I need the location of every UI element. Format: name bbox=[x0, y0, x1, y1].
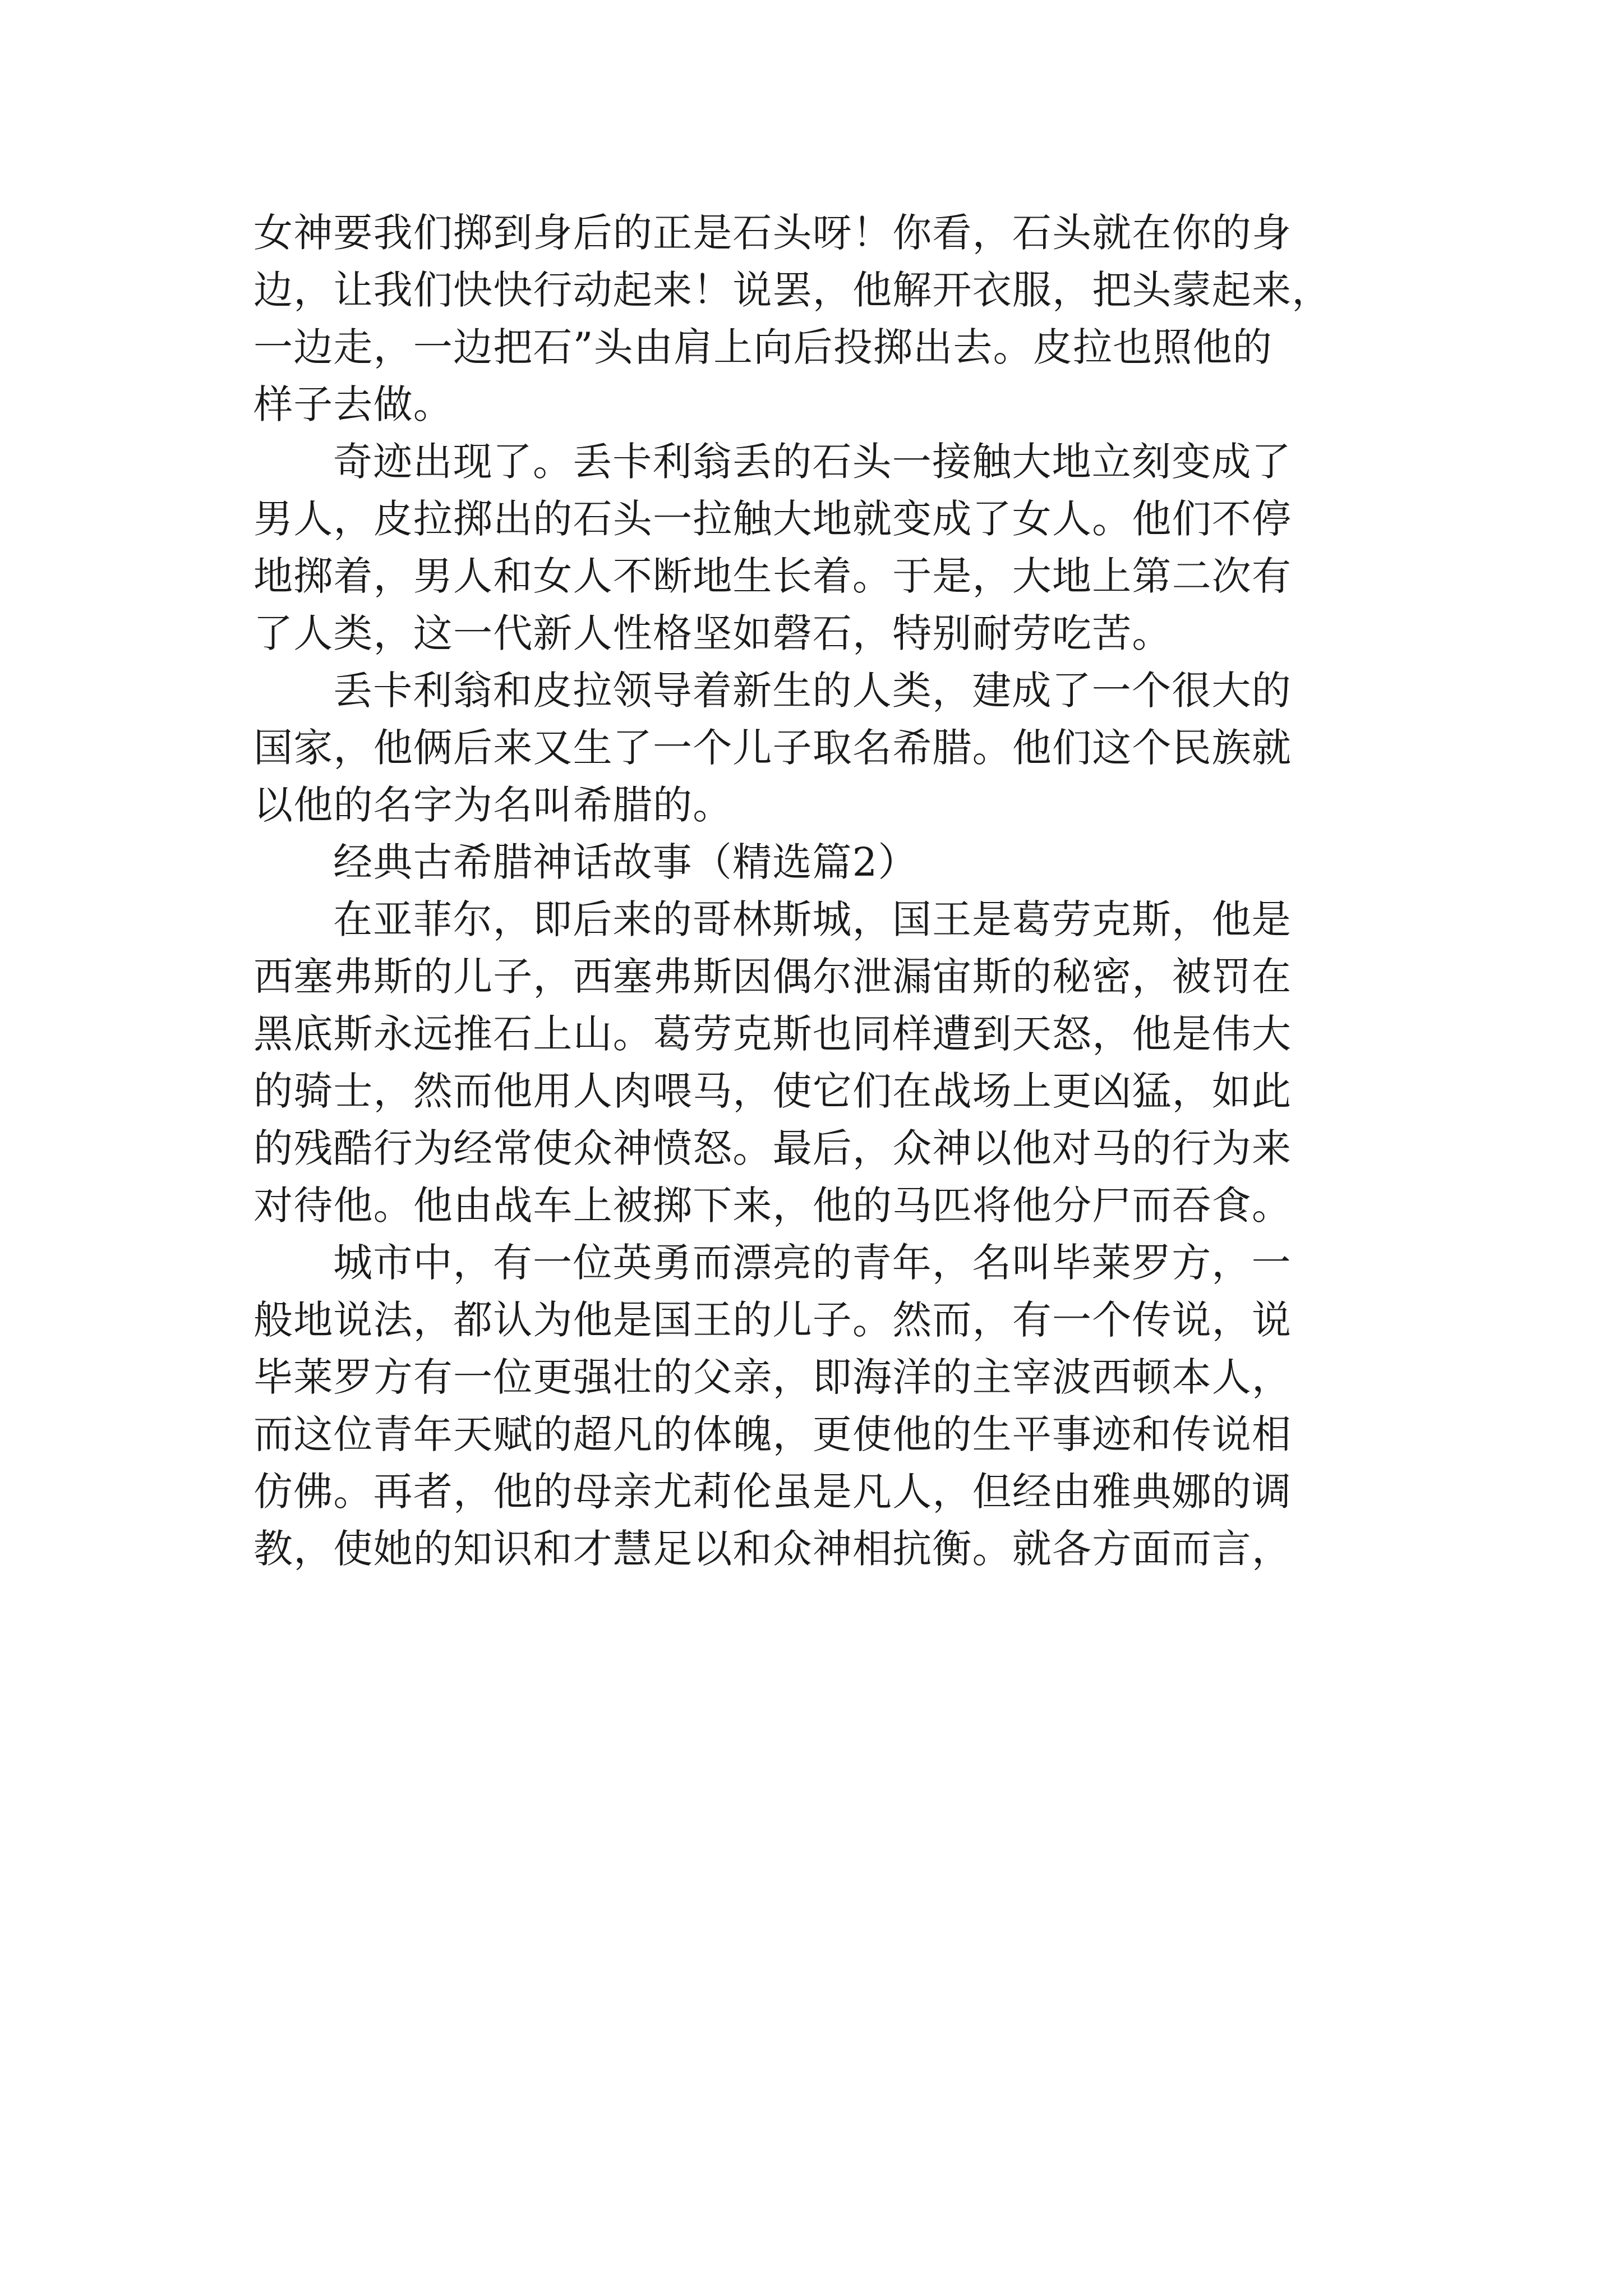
text-line: 般地说法，都认为他是国王的儿子。然而，有一个传说，说 bbox=[253, 1297, 1292, 1343]
text-line: 毕莱罗方有一位更强壮的父亲，即海洋的主宰波西顿本人， bbox=[253, 1354, 1292, 1400]
text-line: 对待他。他由战车上被掷下来，他的马匹将他分尸而吞食。 bbox=[253, 1182, 1292, 1228]
text-line: 城市中，有一位英勇而漂亮的青年，名叫毕莱罗方，一 bbox=[333, 1240, 1292, 1286]
text-line: 样子去做。 bbox=[253, 381, 453, 427]
text-line: 丢卡利翁和皮拉领导着新生的人类，建成了一个很大的 bbox=[333, 668, 1292, 714]
text-line: 了人类，这一代新人性格坚如磬石，特别耐劳吃苦。 bbox=[253, 610, 1172, 656]
text-line: 西塞弗斯的儿子，西塞弗斯因偶尔泄漏宙斯的秘密，被罚在 bbox=[253, 954, 1292, 1000]
text-line: 一边走，一边把石”头由肩上向后投掷出去。皮拉也照他的 bbox=[253, 324, 1272, 370]
text-line: 黑底斯永远推石上山。葛劳克斯也同样遭到天怒，他是伟大 bbox=[253, 1011, 1292, 1057]
text-line: 边，让我们快快行动起来！说罢，他解开衣服，把头蒙起来， bbox=[253, 267, 1332, 313]
text-line: 在亚菲尔，即后来的哥林斯城，国王是葛劳克斯，他是 bbox=[333, 896, 1292, 942]
text-line: 国家，他俩后来又生了一个儿子取名希腊。他们这个民族就 bbox=[253, 725, 1292, 771]
section-heading: 经典古希腊神话故事（精选篇2） bbox=[333, 839, 918, 885]
text-line: 以他的名字为名叫希腊的。 bbox=[253, 782, 733, 828]
text-line: 男人，皮拉掷出的石头一拉触大地就变成了女人。他们不停 bbox=[253, 496, 1292, 542]
text-line: 仿佛。再者，他的母亲尤莉伦虽是凡人，但经由雅典娜的调 bbox=[253, 1469, 1292, 1515]
text-line: 而这位青年天赋的超凡的体魄，更使他的生平事迹和传说相 bbox=[253, 1411, 1292, 1457]
text-line: 教，使她的知识和才慧足以和众神相抗衡。就各方面而言， bbox=[253, 1526, 1292, 1572]
text-line: 地掷着，男人和女人不断地生长着。于是，大地上第二次有 bbox=[253, 553, 1292, 599]
text-line: 的骑士，然而他用人肉喂马，使它们在战场上更凶猛，如此 bbox=[253, 1068, 1292, 1114]
text-line: 奇迹出现了。丢卡利翁丢的石头一接触大地立刻变成了 bbox=[333, 439, 1292, 485]
text-line: 女神要我们掷到身后的正是石头呀！你看，石头就在你的身 bbox=[253, 210, 1292, 256]
text-line: 的残酷行为经常使众神愤怒。最后，众神以他对马的行为来 bbox=[253, 1125, 1292, 1171]
